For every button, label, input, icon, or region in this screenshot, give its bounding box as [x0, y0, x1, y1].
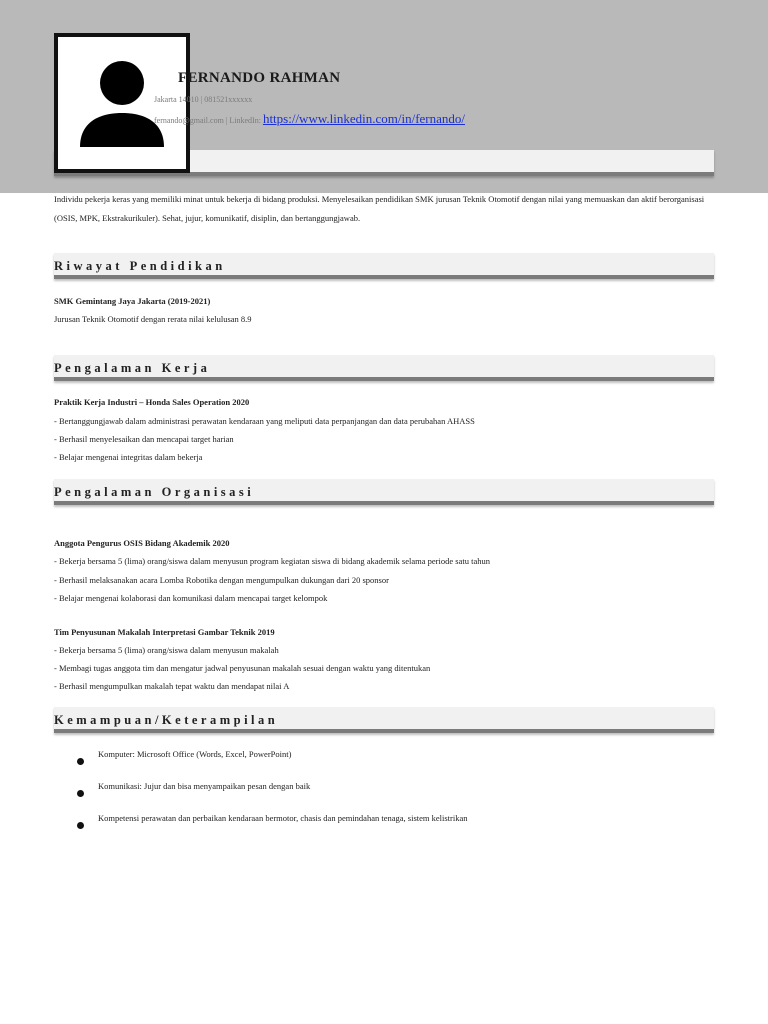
- skill-item: Komputer: Microsoft Office (Words, Excel, PowerPoint): [98, 749, 292, 759]
- list-item: - Berhasil menyelesaikan dan mencapai target harian: [54, 434, 234, 444]
- skill-item: Komunikasi: Jujur dan bisa menyampaikan pesan dengan baik: [98, 781, 311, 791]
- education-school: SMK Gemintang Jaya Jakarta (2019-2021): [54, 296, 211, 306]
- section-heading-skills: [54, 707, 714, 733]
- list-item: - Bekerja bersama 5 (lima) orang/siswa dalam menyusun program kegiatan siswa di bidang akademik selama periode satu tahun: [54, 556, 490, 566]
- section-heading-organization: [54, 479, 714, 505]
- organization-title: Tim Penyusunan Makalah Interpretasi Gambar Teknik 2019: [54, 627, 275, 637]
- candidate-name: FERNANDO RAHMAN: [178, 70, 341, 86]
- contact-email-label: fernando@gmail.com | LinkedIn:: [154, 116, 261, 125]
- section-title: Riwayat Pendidikan: [54, 259, 226, 273]
- section-title: Pengalaman Kerja: [54, 361, 211, 375]
- list-item: - Belajar mengenai kolaborasi dan komunikasi dalam mencapai target kelompok: [54, 593, 328, 603]
- organization-title: Anggota Pengurus OSIS Bidang Akademik 2020: [54, 538, 230, 548]
- section-title: Pengalaman Organisasi: [54, 485, 255, 499]
- section-title: Kemampuan/Keterampilan: [54, 713, 279, 727]
- bullet-icon: [77, 758, 84, 765]
- work-title: Praktik Kerja Industri – Honda Sales Operation 2020: [54, 397, 250, 407]
- contact-email-linkedin: [154, 111, 465, 127]
- linkedin-link[interactable]: https://www.linkedin.com/in/fernando/: [262, 111, 466, 126]
- section-heading-work: [54, 355, 714, 381]
- list-item: - Belajar mengenai integritas dalam bekerja: [54, 452, 203, 462]
- skill-item: Kompetensi perawatan dan perbaikan kendaraan bermotor, chasis dan pemindahan tenaga, sistem kelistrikan: [98, 813, 468, 823]
- bullet-icon: [77, 822, 84, 829]
- contact-address-phone: Jakarta 14010 | 081521xxxxxx: [154, 95, 253, 104]
- list-item: - Bekerja bersama 5 (lima) orang/siswa dalam menyusun makalah: [54, 645, 279, 655]
- education-detail: Jurusan Teknik Otomotif dengan rerata nilai kelulusan 8.9: [54, 314, 252, 324]
- list-item: - Berhasil mengumpulkan makalah tepat waktu dan mendapat nilai A: [54, 681, 290, 691]
- bullet-icon: [77, 790, 84, 797]
- list-item: - Bertanggungjawab dalam administrasi perawatan kendaraan yang meliputi data perpanjangan dan data perubahan AHASS: [54, 416, 475, 426]
- list-item: - Membagi tugas anggota tim dan mengatur jadwal penyusunan makalah sesuai dengan waktu yang ditentukan: [54, 663, 431, 673]
- profile-description: Individu pekerja keras yang memiliki minat untuk bekerja di bidang produksi. Menyelesaikan pendidikan SMK jurusan Teknik Otomotif dengan nilai yang memuaskan dan aktif berorganisasi (OSIS, MPK, Ekstrakurikuler). Sehat, jujur, komunikatif, disiplin, dan bertanggungjawab.: [54, 194, 705, 223]
- section-heading-education: [54, 253, 714, 279]
- list-item: - Berhasil melaksanakan acara Lomba Robotika dengan mengumpulkan dukungan dari 20 sponsor: [54, 575, 389, 585]
